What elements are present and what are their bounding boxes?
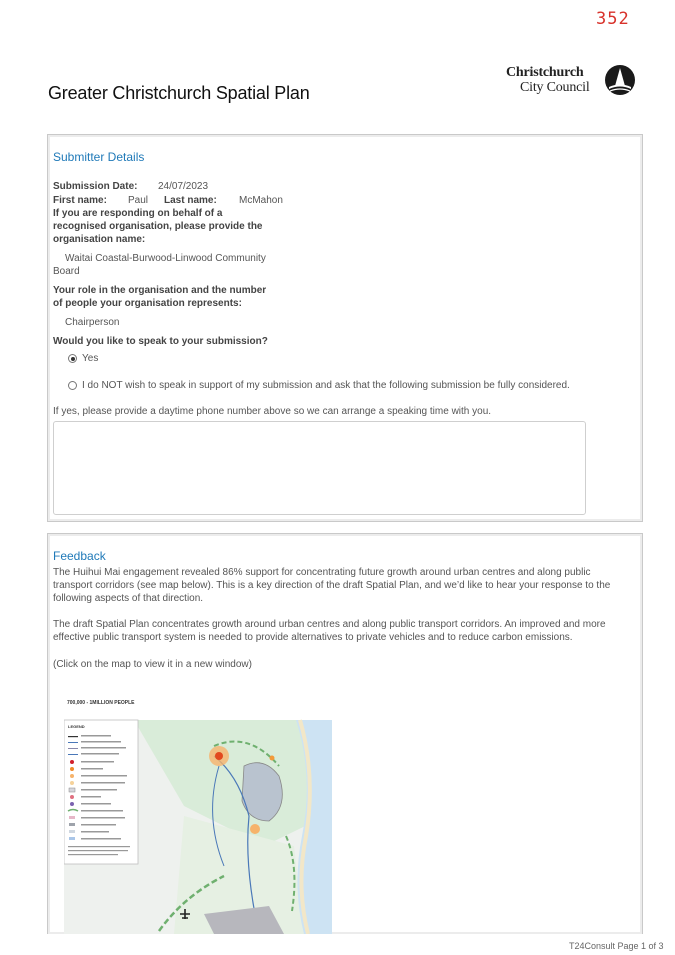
speak-yes-radio[interactable]	[68, 354, 77, 363]
page-footer: T24Consult Page 1 of 3	[569, 941, 664, 951]
speak-no-label: I do NOT wish to speak in support of my submission and ask that the following submission be fully considered.	[82, 380, 570, 391]
speak-question: Would you like to speak to your submission?	[53, 336, 268, 347]
submitter-details-panel	[47, 134, 643, 522]
submission-date-value: 24/07/2023	[158, 181, 209, 192]
map-legend-title: LEGEND	[68, 724, 85, 729]
feedback-paragraph1-line2: transport corridors (see map below). This is a key direction of the draft Spatial Plan, and we’d like to hear your response to the	[53, 580, 611, 591]
map-caption: 700,000 - 1MILLION PEOPLE	[67, 700, 135, 706]
organisation-question-line2: recognised organisation, please provide the	[53, 221, 263, 232]
phone-textbox[interactable]	[53, 421, 586, 515]
map-graphic	[64, 696, 332, 934]
feedback-paragraph1-line3: following aspects of that direction.	[53, 593, 204, 604]
first-name-value: Paul	[128, 195, 149, 206]
map-click-hint: (Click on the map to view it in a new window)	[53, 659, 252, 670]
spatial-plan-map[interactable]	[64, 696, 332, 934]
feedback-title: Feedback	[53, 549, 106, 563]
organisation-name-line2: Board	[53, 266, 80, 277]
cathedral-logo-icon	[604, 64, 636, 96]
last-name-value: McMahon	[239, 195, 283, 206]
organisation-question-line3: organisation name:	[53, 234, 146, 245]
page-number: 352	[596, 9, 630, 29]
christchurch-city-council-logo	[506, 62, 638, 98]
speak-no-radio[interactable]	[68, 381, 77, 390]
document-title: Greater Christchurch Spatial Plan	[48, 83, 310, 103]
role-question-line2: of people your organisation represents:	[53, 298, 242, 309]
organisation-question-line1: If you are responding on behalf of a	[53, 208, 223, 219]
last-name-label: Last name:	[164, 195, 217, 206]
role-value: Chairperson	[65, 317, 120, 328]
phone-prompt: If yes, please provide a daytime phone number above so we can arrange a speaking time with you.	[53, 406, 492, 417]
feedback-paragraph1-line1: The Huihui Mai engagement revealed 86% support for concentrating future growth around urban centres and along public	[53, 567, 591, 578]
submission-date-label: Submission Date:	[53, 181, 138, 192]
logo-line1: Christchurch	[506, 65, 584, 80]
speak-yes-label: Yes	[82, 353, 99, 364]
logo-line2: City Council	[520, 80, 590, 95]
role-question-line1: Your role in the organisation and the number	[53, 285, 267, 296]
organisation-name-line1: Waitai Coastal-Burwood-Linwood Community	[65, 253, 266, 264]
feedback-paragraph2-line2: effective public transport system is needed to provide alternatives to private vehicles and to reduce carbon emissions.	[53, 632, 573, 643]
feedback-paragraph2-line1: The draft Spatial Plan concentrates growth around urban centres and along public transport corridors. An improved and more	[53, 619, 606, 630]
first-name-label: First name:	[53, 195, 107, 206]
submitter-details-title: Submitter Details	[53, 150, 145, 164]
feedback-panel	[47, 533, 643, 934]
